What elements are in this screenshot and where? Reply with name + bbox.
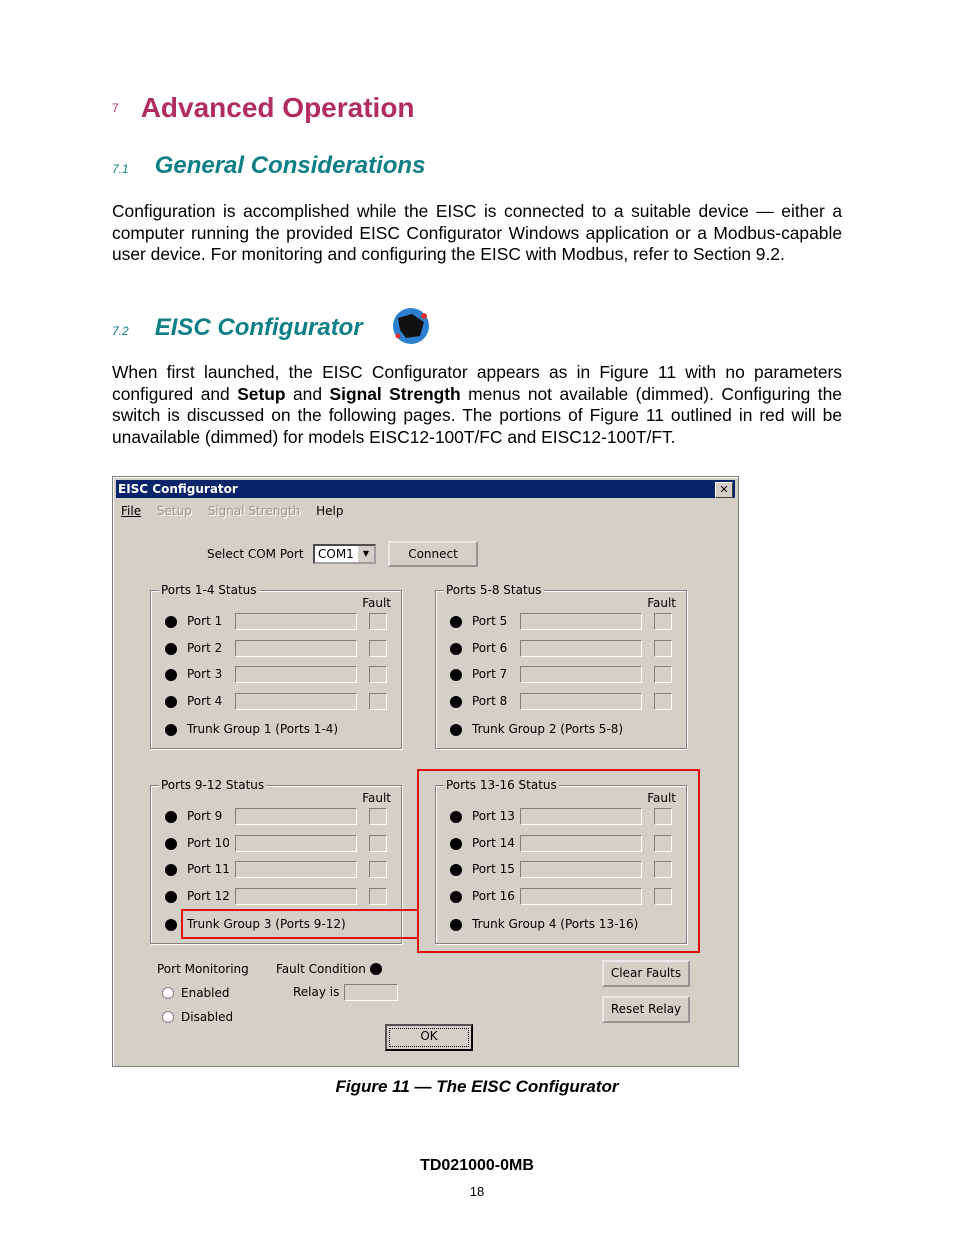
status-led-icon bbox=[165, 669, 177, 681]
port-label: Port 4 bbox=[187, 694, 223, 708]
port-status-field bbox=[520, 640, 642, 657]
group-title: Ports 13-16 Status bbox=[446, 778, 557, 792]
port-label: Port 11 bbox=[187, 862, 230, 876]
window-titlebar bbox=[116, 480, 735, 498]
port-fault-field bbox=[369, 888, 387, 905]
window-title: EISC Configurator bbox=[118, 482, 238, 496]
relay-is-label: Relay is bbox=[293, 985, 340, 999]
status-led-icon bbox=[165, 696, 177, 708]
disabled-radio[interactable] bbox=[162, 1011, 174, 1023]
port-status-field bbox=[235, 808, 357, 825]
eisc-configurator-window bbox=[112, 476, 739, 1067]
port-monitoring-label: Port Monitoring bbox=[157, 962, 249, 976]
fault-header: Fault bbox=[647, 791, 676, 805]
port-fault-field bbox=[369, 835, 387, 852]
port-label: Port 15 bbox=[472, 862, 515, 876]
port-status-field bbox=[235, 888, 357, 905]
unavailable-outline-ports-13-16 bbox=[417, 769, 700, 953]
port-fault-field bbox=[369, 640, 387, 657]
status-led-icon bbox=[450, 724, 462, 736]
enabled-label: Enabled bbox=[181, 986, 230, 1000]
status-led-icon bbox=[450, 616, 462, 628]
status-led-icon bbox=[165, 919, 177, 931]
trunk-label: Trunk Group 4 (Ports 13-16) bbox=[472, 917, 639, 931]
port-fault-field bbox=[369, 613, 387, 630]
menu-signal-strength[interactable]: Signal Strength bbox=[207, 504, 301, 518]
port-label: Port 14 bbox=[472, 836, 515, 850]
trunk-label: Trunk Group 2 (Ports 5-8) bbox=[472, 722, 624, 736]
port-label: Port 13 bbox=[472, 809, 515, 823]
fault-header: Fault bbox=[362, 791, 391, 805]
port-status-field bbox=[235, 835, 357, 852]
port-status-field bbox=[235, 613, 357, 630]
group-title: Ports 1-4 Status bbox=[161, 583, 257, 597]
port-label: Port 2 bbox=[187, 641, 223, 655]
com-port-select[interactable] bbox=[313, 544, 376, 564]
port-status-field bbox=[520, 666, 642, 683]
document-number: TD021000-0MB bbox=[420, 1157, 534, 1174]
port-status-field bbox=[235, 861, 357, 878]
status-led-icon bbox=[165, 891, 177, 903]
section-number: 7 bbox=[112, 101, 119, 115]
port-fault-field bbox=[369, 808, 387, 825]
port-status-field bbox=[520, 613, 642, 630]
group-title: Ports 5-8 Status bbox=[446, 583, 542, 597]
enabled-radio[interactable] bbox=[162, 987, 174, 999]
trunk-label: Trunk Group 1 (Ports 1-4) bbox=[187, 722, 339, 736]
status-led-icon bbox=[165, 724, 177, 736]
port-label: Port 6 bbox=[472, 641, 508, 655]
port-fault-field bbox=[369, 666, 387, 683]
port-fault-field bbox=[654, 613, 672, 630]
port-label: Port 5 bbox=[472, 614, 508, 628]
ports-1-4-group bbox=[150, 583, 402, 749]
port-fault-field bbox=[369, 693, 387, 710]
port-label: Port 7 bbox=[472, 667, 508, 681]
disabled-label: Disabled bbox=[181, 1010, 234, 1024]
port-status-field bbox=[235, 666, 357, 683]
com-port-value: COM1 bbox=[318, 547, 354, 561]
fault-header: Fault bbox=[647, 596, 676, 610]
port-fault-field bbox=[654, 640, 672, 657]
section-heading bbox=[112, 92, 415, 124]
port-fault-field bbox=[654, 693, 672, 710]
subsection-title: General Considerations bbox=[154, 152, 426, 179]
section-title: Advanced Operation bbox=[140, 92, 415, 123]
menu-setup[interactable]: Setup bbox=[156, 504, 192, 518]
port-label: Port 3 bbox=[187, 667, 223, 681]
subsection-number: 7.2 bbox=[112, 324, 129, 338]
fault-header: Fault bbox=[362, 596, 391, 610]
connect-button[interactable]: Connect bbox=[388, 541, 478, 567]
clear-faults-button[interactable]: Clear Faults bbox=[602, 960, 690, 987]
ports-5-8-group bbox=[435, 583, 687, 749]
menu-bar bbox=[121, 504, 355, 522]
port-status-field bbox=[235, 693, 357, 710]
port-fault-field bbox=[654, 666, 672, 683]
subsection-title: EISC Configurator bbox=[154, 314, 363, 341]
fault-condition-label: Fault Condition bbox=[276, 962, 366, 976]
status-led-icon bbox=[165, 616, 177, 628]
subsection-heading-1 bbox=[112, 152, 425, 180]
status-led-icon bbox=[450, 669, 462, 681]
group-title: Ports 9-12 Status bbox=[161, 778, 265, 792]
port-status-field bbox=[520, 693, 642, 710]
chevron-down-icon[interactable]: ▼ bbox=[357, 546, 374, 562]
port-label: Port 9 bbox=[187, 809, 223, 823]
close-button[interactable]: ✕ bbox=[715, 482, 733, 498]
paragraph-configurator: When first launched, the EISC Configurator appears as in Figure 11 with no parameters configured and Setup and Signal Strength menus not available (dimmed). Configuring the switch is discussed on the following pages. The portions of Figure 11 outlined in red will be unavailable (dimmed) for models EISC12-100T/FC and EISC12-100T/FT. bbox=[112, 362, 842, 448]
com-port-label: Select COM Port bbox=[207, 547, 304, 561]
figure-caption: Figure 11 — The EISC Configurator bbox=[335, 1077, 619, 1096]
subsection-number: 7.1 bbox=[112, 162, 129, 176]
subsection-heading-2 bbox=[112, 314, 363, 342]
status-led-icon bbox=[450, 643, 462, 655]
paragraph-general: Configuration is accomplished while the EISC is connected to a suitable device — either a computer running the provided EISC Configurator Windows application or a Modbus-capable user device. For monitoring and configuring the EISC with Modbus, refer to Section 9.2. bbox=[112, 201, 842, 265]
ok-button[interactable]: OK bbox=[385, 1024, 473, 1051]
fault-condition-led-icon bbox=[370, 963, 382, 975]
menu-help[interactable]: Help bbox=[316, 504, 344, 518]
port-label: Port 1 bbox=[187, 614, 223, 628]
status-led-icon bbox=[165, 864, 177, 876]
trunk-label: Trunk Group 3 (Ports 9-12) bbox=[187, 917, 346, 931]
reset-relay-button[interactable]: Reset Relay bbox=[602, 996, 690, 1023]
status-led-icon bbox=[165, 811, 177, 823]
port-label: Port 8 bbox=[472, 694, 508, 708]
status-led-icon bbox=[165, 643, 177, 655]
page-number: 18 bbox=[469, 1184, 485, 1199]
port-label: Port 10 bbox=[187, 836, 230, 850]
port-label: Port 16 bbox=[472, 889, 515, 903]
port-status-field bbox=[235, 640, 357, 657]
unavailable-outline-trunk-3 bbox=[181, 909, 419, 939]
status-led-icon bbox=[165, 838, 177, 850]
menu-file[interactable]: File bbox=[121, 504, 142, 518]
port-fault-field bbox=[369, 861, 387, 878]
relay-state-field bbox=[344, 984, 398, 1001]
status-led-icon bbox=[450, 696, 462, 708]
port-label: Port 12 bbox=[187, 889, 230, 903]
configurator-app-icon bbox=[390, 306, 432, 346]
